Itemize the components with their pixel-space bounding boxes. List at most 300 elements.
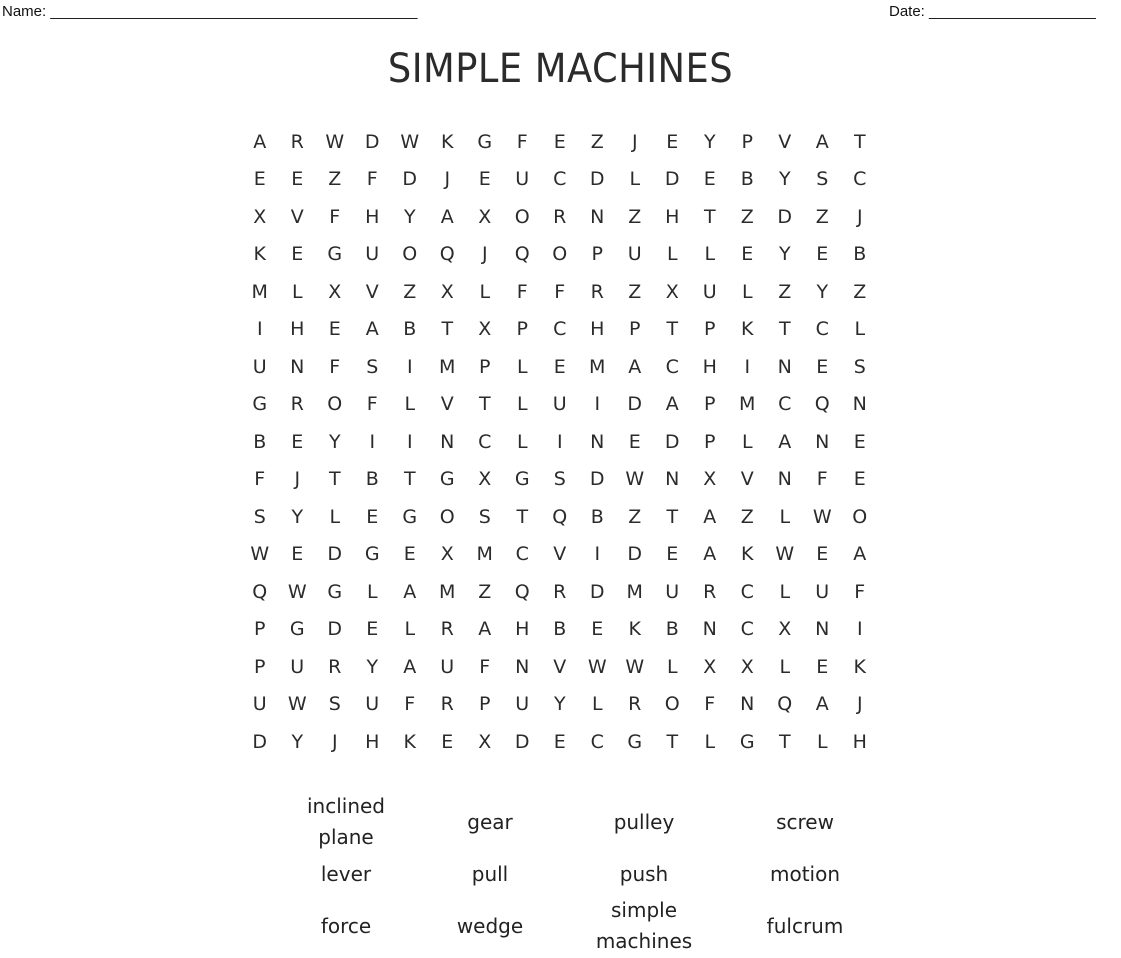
grid-letter[interactable]: U [665, 580, 680, 603]
grid-letter[interactable]: T [778, 318, 791, 341]
word-bank-item: fulcrum [766, 913, 844, 938]
grid-letter[interactable]: B [853, 243, 867, 266]
grid-letter[interactable]: N [777, 355, 792, 378]
grid-letter[interactable]: I [556, 430, 563, 453]
grid-letter[interactable]: L [816, 730, 828, 753]
grid-letter[interactable]: C [590, 730, 604, 753]
grid-letter[interactable]: X [440, 543, 454, 566]
grid-letter[interactable]: N [815, 430, 830, 453]
grid-letter[interactable]: E [553, 355, 566, 378]
grid-letter[interactable]: F [516, 280, 528, 303]
grid-letter[interactable]: S [478, 505, 491, 528]
grid-letter[interactable]: A [703, 543, 717, 566]
grid-letter[interactable]: L [404, 393, 416, 416]
grid-letter[interactable]: D [514, 730, 530, 753]
grid-letter[interactable]: T [778, 730, 791, 753]
grid-letter[interactable]: R [440, 693, 454, 716]
grid-letter[interactable]: U [515, 693, 530, 716]
grid-letter[interactable]: W [250, 543, 270, 566]
grid-letter[interactable]: R [440, 618, 454, 641]
grid-letter[interactable]: E [816, 243, 829, 266]
grid-letter[interactable]: X [703, 468, 717, 491]
grid-letter[interactable]: F [366, 168, 378, 191]
grid-letter[interactable]: O [664, 693, 680, 716]
grid-letter[interactable]: R [290, 393, 304, 416]
grid-letter[interactable]: X [478, 730, 492, 753]
grid-letter[interactable]: E [816, 543, 829, 566]
grid-letter[interactable]: T [853, 130, 866, 153]
grid-letter[interactable]: Q [514, 243, 530, 266]
grid-letter[interactable]: L [741, 430, 753, 453]
grid-letter[interactable]: U [440, 655, 455, 678]
grid-letter[interactable]: U [815, 580, 830, 603]
grid-letter[interactable]: C [478, 430, 492, 453]
word-bank-item: inclined plane [306, 794, 386, 849]
grid-letter[interactable]: B [740, 168, 754, 191]
grid-letter[interactable]: L [591, 693, 603, 716]
word-bank-item: pulley [613, 809, 675, 834]
grid-letter[interactable]: P [704, 318, 716, 341]
grid-letter[interactable]: E [291, 243, 304, 266]
grid-letter[interactable]: V [365, 280, 379, 303]
grid-letter[interactable]: R [328, 655, 342, 678]
grid-letter[interactable]: T [478, 393, 491, 416]
grid-letter[interactable]: I [594, 543, 601, 566]
grid-letter[interactable]: Y [778, 168, 791, 191]
grid-letter[interactable]: J [294, 468, 301, 491]
grid-letter[interactable]: D [627, 543, 643, 566]
grid-letter[interactable]: E [703, 168, 716, 191]
grid-letter[interactable]: E [553, 730, 566, 753]
grid-letter[interactable]: J [444, 168, 451, 191]
grid-letter[interactable]: W [812, 505, 832, 528]
grid-letter[interactable]: Z [628, 280, 642, 303]
grid-letter[interactable]: M [439, 355, 456, 378]
grid-letter[interactable]: E [328, 318, 341, 341]
grid-letter[interactable]: I [594, 393, 601, 416]
grid-letter[interactable]: E [666, 543, 679, 566]
grid-letter[interactable]: C [740, 618, 754, 641]
grid-letter[interactable]: R [553, 580, 567, 603]
grid-letter[interactable]: Z [815, 205, 829, 228]
grid-letter[interactable]: E [666, 130, 679, 153]
grid-letter[interactable]: L [516, 355, 528, 378]
grid-letter[interactable]: U [627, 243, 642, 266]
grid-letter[interactable]: I [256, 318, 263, 341]
grid-letter[interactable]: O [552, 243, 568, 266]
grid-letter[interactable]: D [327, 618, 343, 641]
grid-letter[interactable]: G [252, 393, 268, 416]
grid-letter[interactable]: C [853, 168, 867, 191]
grid-letter[interactable]: E [478, 168, 491, 191]
grid-letter[interactable]: N [777, 468, 792, 491]
grid-letter[interactable]: P [741, 130, 753, 153]
grid-letter[interactable]: P [629, 318, 641, 341]
grid-letter[interactable]: G [739, 730, 755, 753]
grid-letter[interactable]: Q [777, 693, 793, 716]
grid-letter[interactable]: E [553, 130, 566, 153]
grid-letter[interactable]: D [402, 168, 418, 191]
grid-letter[interactable]: A [253, 130, 267, 153]
grid-letter[interactable]: F [554, 280, 566, 303]
grid-letter[interactable]: Z [628, 505, 642, 528]
grid-letter[interactable]: D [589, 168, 605, 191]
grid-letter[interactable]: U [365, 693, 380, 716]
grid-letter[interactable]: N [665, 468, 680, 491]
grid-letter[interactable]: A [403, 580, 417, 603]
grid-letter[interactable]: E [291, 543, 304, 566]
grid-letter[interactable]: L [704, 243, 716, 266]
grid-letter[interactable]: A [853, 543, 867, 566]
word-bank-item: gear [467, 809, 513, 834]
grid-letter[interactable]: X [478, 318, 492, 341]
grid-letter[interactable]: Z [740, 205, 754, 228]
grid-letter[interactable]: N [440, 430, 455, 453]
grid-letter[interactable]: Z [328, 168, 342, 191]
grid-letter[interactable]: G [364, 543, 380, 566]
grid-letter[interactable]: Q [514, 580, 530, 603]
grid-letter[interactable]: L [404, 618, 416, 641]
page-title: SIMPLE MACHINES [387, 46, 734, 92]
grid-letter[interactable]: A [628, 355, 642, 378]
grid-letter[interactable]: O [439, 505, 455, 528]
grid-letter[interactable]: Q [439, 243, 455, 266]
grid-letter[interactable]: H [515, 618, 530, 641]
grid-letter[interactable]: S [853, 355, 866, 378]
grid-letter[interactable]: C [515, 543, 529, 566]
grid-letter[interactable]: V [440, 393, 454, 416]
grid-letter[interactable]: U [365, 243, 380, 266]
grid-letter[interactable]: E [853, 468, 866, 491]
grid-letter[interactable]: B [590, 505, 604, 528]
grid-letter[interactable]: I [369, 430, 376, 453]
grid-letter[interactable]: V [778, 130, 792, 153]
grid-letter[interactable]: A [365, 318, 379, 341]
grid-letter[interactable]: T [403, 468, 416, 491]
grid-letter[interactable]: K [253, 243, 266, 266]
grid-letter[interactable]: L [779, 580, 791, 603]
grid-letter[interactable]: G [439, 468, 455, 491]
grid-letter[interactable]: U [252, 693, 267, 716]
name-field[interactable]: Name: ____________________________________________ [2, 3, 418, 20]
grid-letter[interactable]: D [664, 168, 680, 191]
grid-letter[interactable]: F [329, 355, 341, 378]
grid-letter[interactable]: D [589, 468, 605, 491]
grid-letter[interactable]: E [291, 430, 304, 453]
grid-letter[interactable]: V [740, 468, 754, 491]
word-bank-item: motion [769, 861, 841, 886]
grid-letter[interactable]: V [553, 655, 567, 678]
grid-letter[interactable]: K [441, 130, 454, 153]
grid-letter[interactable]: V [290, 205, 304, 228]
grid-letter[interactable]: A [478, 618, 492, 641]
grid-letter[interactable]: H [665, 205, 680, 228]
grid-letter[interactable]: N [815, 618, 830, 641]
grid-letter[interactable]: O [402, 243, 418, 266]
grid-letter[interactable]: Y [403, 205, 416, 228]
grid-letter[interactable]: M [439, 580, 456, 603]
grid-letter[interactable]: F [816, 468, 828, 491]
grid-letter[interactable]: L [666, 243, 678, 266]
grid-letter[interactable]: P [254, 655, 266, 678]
grid-letter[interactable]: F [704, 693, 716, 716]
grid-letter[interactable]: Z [740, 505, 754, 528]
grid-letter[interactable]: Z [853, 280, 867, 303]
grid-letter[interactable]: Q [252, 580, 268, 603]
grid-letter[interactable]: F [479, 655, 491, 678]
grid-letter[interactable]: X [478, 205, 492, 228]
grid-letter[interactable]: N [702, 618, 717, 641]
grid-letter[interactable]: L [666, 655, 678, 678]
grid-letter[interactable]: A [665, 393, 679, 416]
grid-letter[interactable]: M [626, 580, 643, 603]
grid-letter[interactable]: T [328, 468, 341, 491]
grid-letter[interactable]: P [516, 318, 528, 341]
grid-letter[interactable]: B [553, 618, 567, 641]
grid-letter[interactable]: L [629, 168, 641, 191]
grid-letter[interactable]: U [252, 355, 267, 378]
grid-letter[interactable]: M [251, 280, 268, 303]
grid-letter[interactable]: W [400, 130, 420, 153]
grid-letter[interactable]: L [779, 505, 791, 528]
word-bank-item: pull [471, 861, 509, 886]
grid-letter[interactable]: S [253, 505, 266, 528]
grid-letter[interactable]: D [589, 580, 605, 603]
grid-letter[interactable]: T [666, 318, 679, 341]
grid-letter[interactable]: J [481, 243, 488, 266]
grid-letter[interactable]: Y [553, 693, 566, 716]
grid-letter[interactable]: A [815, 693, 829, 716]
grid-letter[interactable]: C [553, 168, 567, 191]
grid-letter[interactable]: L [854, 318, 866, 341]
grid-letter[interactable]: Y [816, 280, 829, 303]
grid-letter[interactable]: X [740, 655, 754, 678]
grid-letter[interactable]: H [290, 318, 305, 341]
grid-letter[interactable]: G [289, 618, 305, 641]
grid-letter[interactable]: X [665, 280, 679, 303]
grid-letter[interactable]: G [402, 505, 418, 528]
grid-letter[interactable]: W [587, 655, 607, 678]
grid-letter[interactable]: F [404, 693, 416, 716]
grid-letter[interactable]: E [816, 355, 829, 378]
grid-letter[interactable]: Y [291, 505, 304, 528]
grid-letter[interactable]: M [739, 393, 756, 416]
grid-letter[interactable]: S [553, 468, 566, 491]
grid-letter[interactable]: K [628, 618, 641, 641]
grid-letter[interactable]: G [327, 580, 343, 603]
grid-letter[interactable]: J [631, 130, 638, 153]
grid-letter[interactable]: A [815, 130, 829, 153]
grid-letter[interactable]: T [703, 205, 716, 228]
grid-letter[interactable]: J [856, 205, 863, 228]
grid-letter[interactable]: K [853, 655, 866, 678]
grid-letter[interactable]: C [553, 318, 567, 341]
grid-letter[interactable]: F [329, 205, 341, 228]
grid-letter[interactable]: U [515, 168, 530, 191]
grid-letter[interactable]: G [514, 468, 530, 491]
grid-letter[interactable]: N [590, 205, 605, 228]
grid-letter[interactable]: F [854, 580, 866, 603]
grid-letter[interactable]: W [325, 130, 345, 153]
grid-letter[interactable]: Y [366, 655, 379, 678]
grid-letter[interactable]: X [440, 280, 454, 303]
grid-letter[interactable]: E [853, 430, 866, 453]
grid-letter[interactable]: C [665, 355, 679, 378]
grid-letter[interactable]: S [816, 168, 829, 191]
grid-letter[interactable]: M [589, 355, 606, 378]
grid-letter[interactable]: Z [590, 130, 604, 153]
grid-letter[interactable]: A [403, 655, 417, 678]
grid-letter[interactable]: F [516, 130, 528, 153]
grid-letter[interactable]: N [740, 693, 755, 716]
grid-letter[interactable]: Z [628, 205, 642, 228]
grid-letter[interactable]: A [440, 205, 454, 228]
grid-letter[interactable]: D [627, 393, 643, 416]
grid-letter[interactable]: R [553, 205, 567, 228]
grid-letter[interactable]: N [590, 430, 605, 453]
grid-letter[interactable]: T [441, 318, 454, 341]
grid-letter[interactable]: L [704, 730, 716, 753]
grid-letter[interactable]: D [252, 730, 268, 753]
grid-letter[interactable]: D [777, 205, 793, 228]
grid-letter[interactable]: C [778, 393, 792, 416]
grid-letter[interactable]: B [253, 430, 267, 453]
grid-letter[interactable]: H [365, 730, 380, 753]
grid-letter[interactable]: E [628, 430, 641, 453]
grid-letter[interactable]: E [366, 505, 379, 528]
grid-letter[interactable]: A [703, 505, 717, 528]
grid-letter[interactable]: E [741, 243, 754, 266]
grid-letter[interactable]: I [406, 355, 413, 378]
grid-letter[interactable]: Y [703, 130, 716, 153]
grid-letter[interactable]: L [516, 393, 528, 416]
grid-letter[interactable]: C [815, 318, 829, 341]
grid-letter[interactable]: E [291, 168, 304, 191]
grid-letter[interactable]: I [406, 430, 413, 453]
grid-letter[interactable]: K [741, 318, 754, 341]
grid-letter[interactable]: T [666, 730, 679, 753]
grid-letter[interactable]: D [327, 543, 343, 566]
grid-letter[interactable]: C [740, 580, 754, 603]
grid-letter[interactable]: I [744, 355, 751, 378]
grid-letter[interactable]: D [364, 130, 380, 153]
grid-letter[interactable]: N [290, 355, 305, 378]
grid-letter[interactable]: D [664, 430, 680, 453]
grid-letter[interactable]: L [329, 505, 341, 528]
grid-letter[interactable]: S [328, 693, 341, 716]
grid-letter[interactable]: H [852, 730, 867, 753]
grid-letter[interactable]: T [666, 505, 679, 528]
grid-letter[interactable]: E [366, 618, 379, 641]
grid-letter[interactable]: F [254, 468, 266, 491]
grid-letter[interactable]: G [627, 730, 643, 753]
grid-letter[interactable]: A [778, 430, 792, 453]
grid-letter[interactable]: J [331, 730, 338, 753]
word-bank [270, 790, 890, 958]
grid-letter[interactable]: W [287, 580, 307, 603]
grid-letter[interactable]: P [704, 393, 716, 416]
grid-letter[interactable]: E [253, 168, 266, 191]
grid-letter[interactable]: X [253, 205, 267, 228]
grid-letter[interactable]: K [741, 543, 754, 566]
grid-letter[interactable]: Z [778, 280, 792, 303]
grid-letter[interactable]: I [856, 618, 863, 641]
grid-letter[interactable]: L [366, 580, 378, 603]
grid-letter[interactable]: P [591, 243, 603, 266]
grid-letter[interactable]: G [327, 243, 343, 266]
word-bank-item: simple machines [595, 898, 693, 953]
grid-letter[interactable]: O [852, 505, 868, 528]
grid-letter[interactable]: E [441, 730, 454, 753]
grid-letter[interactable]: Y [778, 243, 791, 266]
grid-letter[interactable]: B [365, 468, 379, 491]
grid-letter[interactable]: M [476, 543, 493, 566]
grid-letter[interactable]: W [625, 655, 645, 678]
grid-letter[interactable]: F [366, 393, 378, 416]
grid-letter[interactable]: E [591, 618, 604, 641]
grid-letter[interactable]: X [703, 655, 717, 678]
grid-letter[interactable]: R [590, 280, 604, 303]
grid-letter[interactable]: J [856, 693, 863, 716]
grid-letter[interactable]: N [852, 393, 867, 416]
grid-letter[interactable]: Y [328, 430, 341, 453]
grid-letter[interactable]: O [514, 205, 530, 228]
grid-letter[interactable]: L [779, 655, 791, 678]
grid-letter[interactable]: X [778, 618, 792, 641]
grid-letter[interactable]: R [628, 693, 642, 716]
grid-letter[interactable]: Q [814, 393, 830, 416]
grid-letter[interactable]: V [553, 543, 567, 566]
grid-letter[interactable]: L [741, 280, 753, 303]
grid-letter[interactable]: W [287, 693, 307, 716]
grid-letter[interactable]: L [291, 280, 303, 303]
grid-letter[interactable]: S [366, 355, 379, 378]
grid-letter[interactable]: P [479, 355, 491, 378]
grid-letter[interactable]: P [479, 693, 491, 716]
grid-letter[interactable]: E [816, 655, 829, 678]
grid-letter[interactable]: T [516, 505, 529, 528]
grid-letter[interactable]: X [478, 468, 492, 491]
grid-letter[interactable]: R [703, 580, 717, 603]
grid-letter[interactable]: Y [291, 730, 304, 753]
grid-letter[interactable]: W [625, 468, 645, 491]
grid-letter[interactable]: B [665, 618, 679, 641]
grid-letter[interactable]: K [403, 730, 416, 753]
grid-letter[interactable]: B [403, 318, 417, 341]
grid-letter[interactable]: U [290, 655, 305, 678]
grid-letter[interactable]: Z [478, 580, 492, 603]
grid-letter[interactable]: L [479, 280, 491, 303]
grid-letter[interactable]: W [775, 543, 795, 566]
grid-letter[interactable]: H [590, 318, 605, 341]
grid-letter[interactable]: Z [403, 280, 417, 303]
grid-letter[interactable]: P [704, 430, 716, 453]
grid-letter[interactable]: H [365, 205, 380, 228]
grid-letter[interactable]: Q [552, 505, 568, 528]
grid-letter[interactable]: L [516, 430, 528, 453]
date-field[interactable]: Date: ____________________ [889, 3, 1096, 20]
grid-letter[interactable]: P [254, 618, 266, 641]
grid-letter[interactable]: G [477, 130, 493, 153]
grid-letter[interactable]: R [290, 130, 304, 153]
grid-letter[interactable]: X [328, 280, 342, 303]
grid-letter[interactable]: N [515, 655, 530, 678]
grid-letter[interactable]: H [702, 355, 717, 378]
grid-letter[interactable]: E [403, 543, 416, 566]
grid-letter[interactable]: U [552, 393, 567, 416]
grid-letter[interactable]: O [327, 393, 343, 416]
grid-letter[interactable]: U [702, 280, 717, 303]
